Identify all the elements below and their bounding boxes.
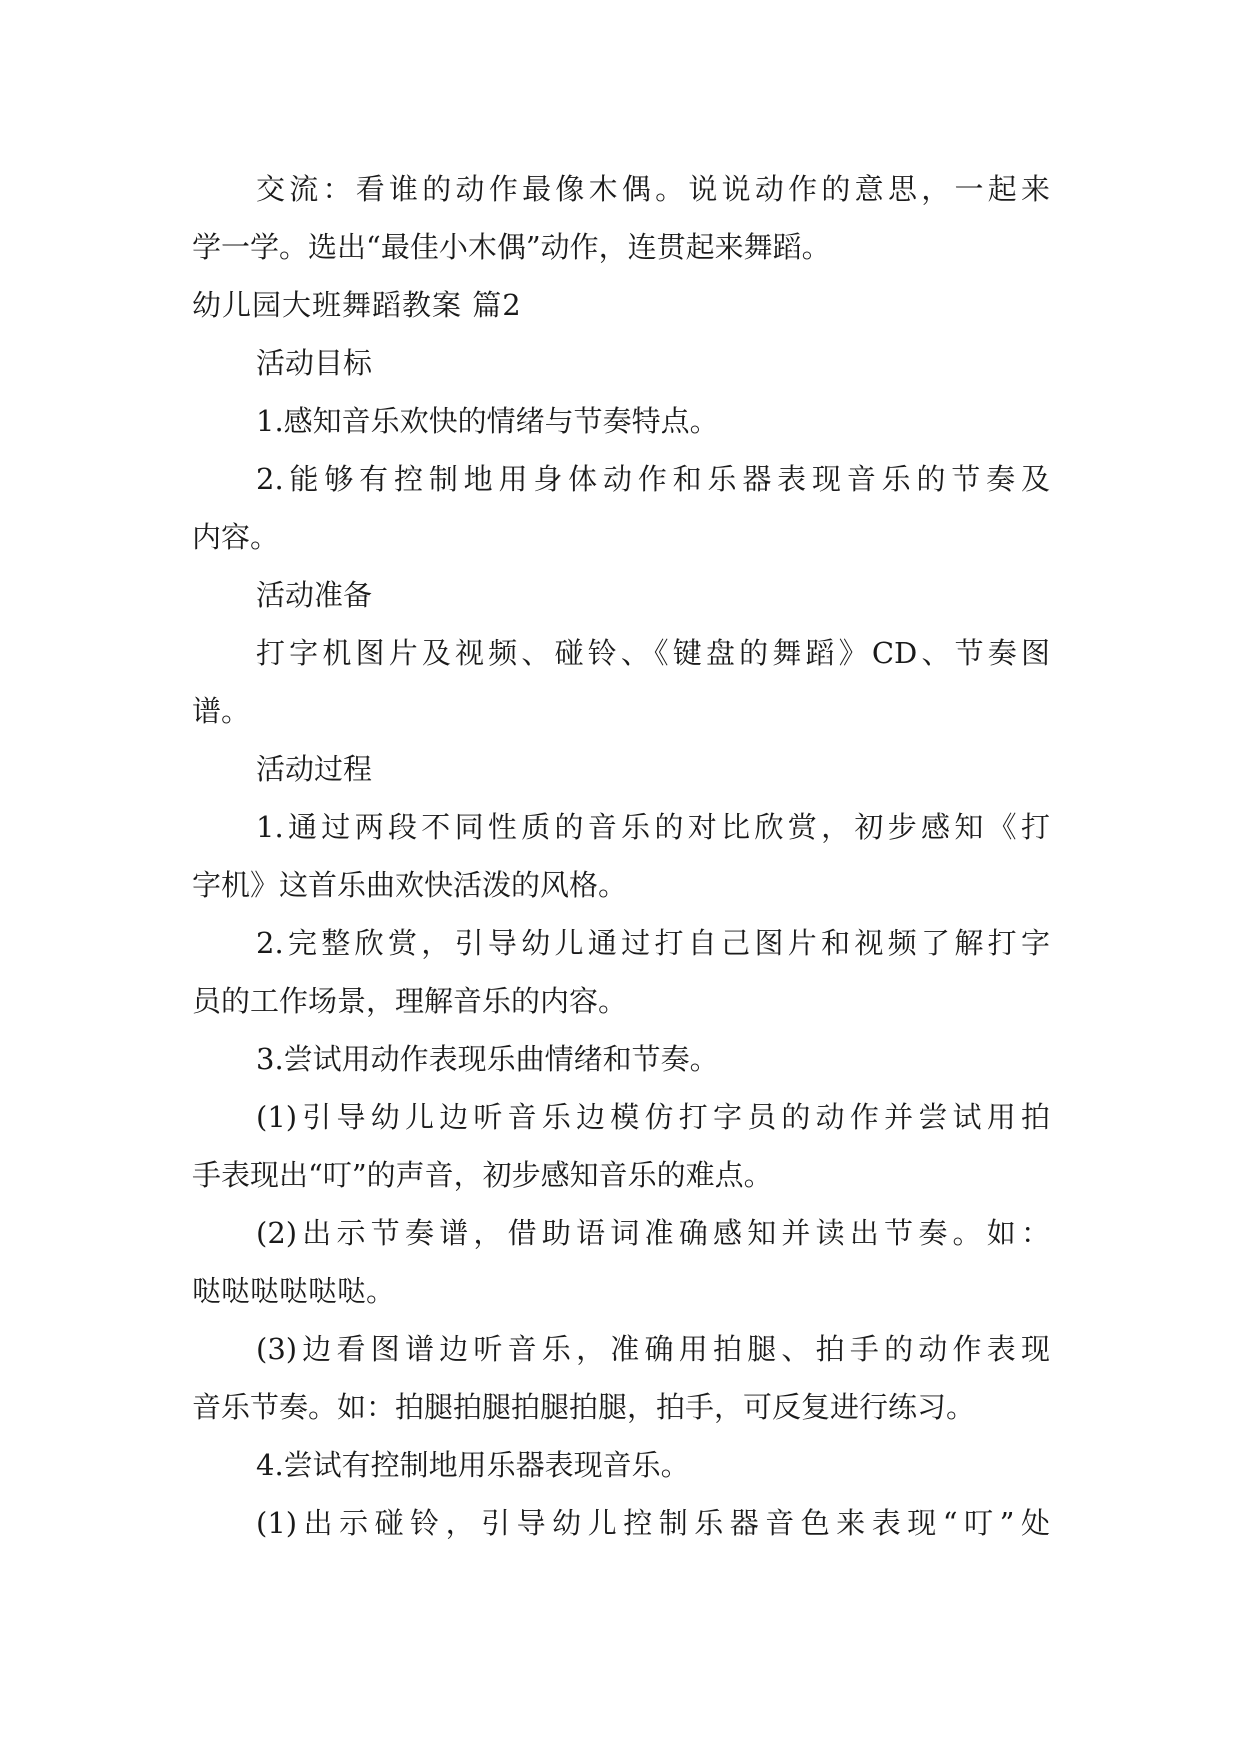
- paragraph-line: 哒哒哒哒哒哒。: [192, 1274, 396, 1308]
- document-body: [192, 160, 1050, 1552]
- paragraph-line: 学一学。选出“最佳小木偶”动作，连贯起来舞蹈。: [192, 230, 831, 264]
- subheading-activity-goals: 活动目标: [256, 346, 373, 380]
- paragraph-line: 字机》这首乐曲欢快活泼的风格。: [192, 868, 628, 902]
- paragraph-line: (1)引导幼儿边听音乐边模仿打字员的动作并尝试用拍: [256, 1100, 1050, 1134]
- paragraph-line: 谱。: [192, 694, 251, 728]
- paragraph-line: 员的工作场景，理解音乐的内容。: [192, 984, 628, 1018]
- paragraph-line: (2)出示节奏谱，借助语词准确感知并读出节奏。如：: [256, 1216, 1050, 1250]
- paragraph-line: (3)边看图谱边听音乐，准确用拍腿、拍手的动作表现: [256, 1332, 1050, 1366]
- paragraph-line: 手表现出“叮”的声音，初步感知音乐的难点。: [192, 1158, 773, 1192]
- paragraph-line: 交流：看谁的动作最像木偶。说说动作的意思，一起来: [256, 172, 1050, 206]
- section-title: 幼儿园大班舞蹈教案 篇2: [192, 288, 522, 322]
- paragraph-line: 1.通过两段不同性质的音乐的对比欣赏，初步感知《打: [256, 810, 1050, 844]
- paragraph-line: 4.尝试有控制地用乐器表现音乐。: [256, 1448, 690, 1482]
- paragraph-line: 内容。: [192, 520, 280, 554]
- paragraph-line: 2.完整欣赏，引导幼儿通过打自己图片和视频了解打字: [256, 926, 1050, 960]
- paragraph-line: 1.感知音乐欢快的情绪与节奏特点。: [256, 404, 719, 438]
- paragraph-line: 2.能够有控制地用身体动作和乐器表现音乐的节奏及: [256, 462, 1050, 496]
- paragraph-line: 打字机图片及视频、碰铃、《键盘的舞蹈》CD、节奏图: [256, 636, 1050, 670]
- subheading-activity-process: 活动过程: [256, 752, 373, 786]
- paragraph-line: 3.尝试用动作表现乐曲情绪和节奏。: [256, 1042, 719, 1076]
- subheading-activity-preparation: 活动准备: [256, 578, 373, 612]
- paragraph-line: 音乐节奏。如：拍腿拍腿拍腿拍腿，拍手，可反复进行练习。: [192, 1390, 976, 1424]
- paragraph-line: (1)出示碰铃，引导幼儿控制乐器音色来表现“叮”处: [256, 1506, 1050, 1540]
